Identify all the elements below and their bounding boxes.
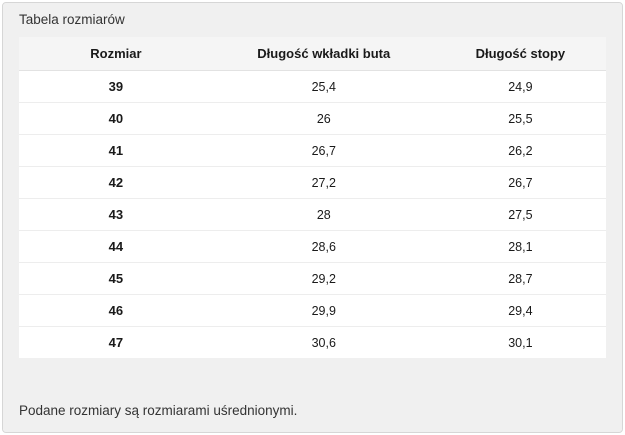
cell-foot-length: 30,1 [435,327,606,359]
cell-size: 47 [19,327,213,359]
size-chart-panel [2,2,623,433]
table-row [19,167,606,199]
cell-size: 42 [19,167,213,199]
table-row [19,295,606,327]
panel-title: Tabela rozmiarów [3,3,622,37]
column-header-foot-length: Długość stopy [435,37,606,71]
cell-size: 44 [19,231,213,263]
table-row [19,103,606,135]
panel-footer-note: Podane rozmiary są rozmiarami uśrednionymi. [3,390,622,432]
cell-foot-length: 28,1 [435,231,606,263]
column-header-size: Rozmiar [19,37,213,71]
cell-insole-length: 28 [213,199,435,231]
cell-foot-length: 28,7 [435,263,606,295]
cell-insole-length: 25,4 [213,71,435,103]
cell-size: 40 [19,103,213,135]
table-header-row [19,37,606,71]
cell-foot-length: 26,7 [435,167,606,199]
table-row [19,199,606,231]
cell-size: 45 [19,263,213,295]
cell-size: 39 [19,71,213,103]
table-row [19,135,606,167]
table-row [19,327,606,359]
table-row [19,263,606,295]
cell-insole-length: 30,6 [213,327,435,359]
cell-foot-length: 29,4 [435,295,606,327]
cell-foot-length: 24,9 [435,71,606,103]
cell-insole-length: 29,2 [213,263,435,295]
cell-foot-length: 26,2 [435,135,606,167]
size-table-container [3,37,622,390]
cell-size: 41 [19,135,213,167]
table-row [19,231,606,263]
cell-insole-length: 29,9 [213,295,435,327]
table-row [19,71,606,103]
cell-foot-length: 27,5 [435,199,606,231]
cell-insole-length: 28,6 [213,231,435,263]
cell-size: 43 [19,199,213,231]
cell-foot-length: 25,5 [435,103,606,135]
cell-insole-length: 26,7 [213,135,435,167]
size-table [19,37,606,358]
size-table-head [19,37,606,71]
cell-insole-length: 26 [213,103,435,135]
column-header-insole-length: Długość wkładki buta [213,37,435,71]
size-table-body [19,71,606,359]
cell-size: 46 [19,295,213,327]
cell-insole-length: 27,2 [213,167,435,199]
